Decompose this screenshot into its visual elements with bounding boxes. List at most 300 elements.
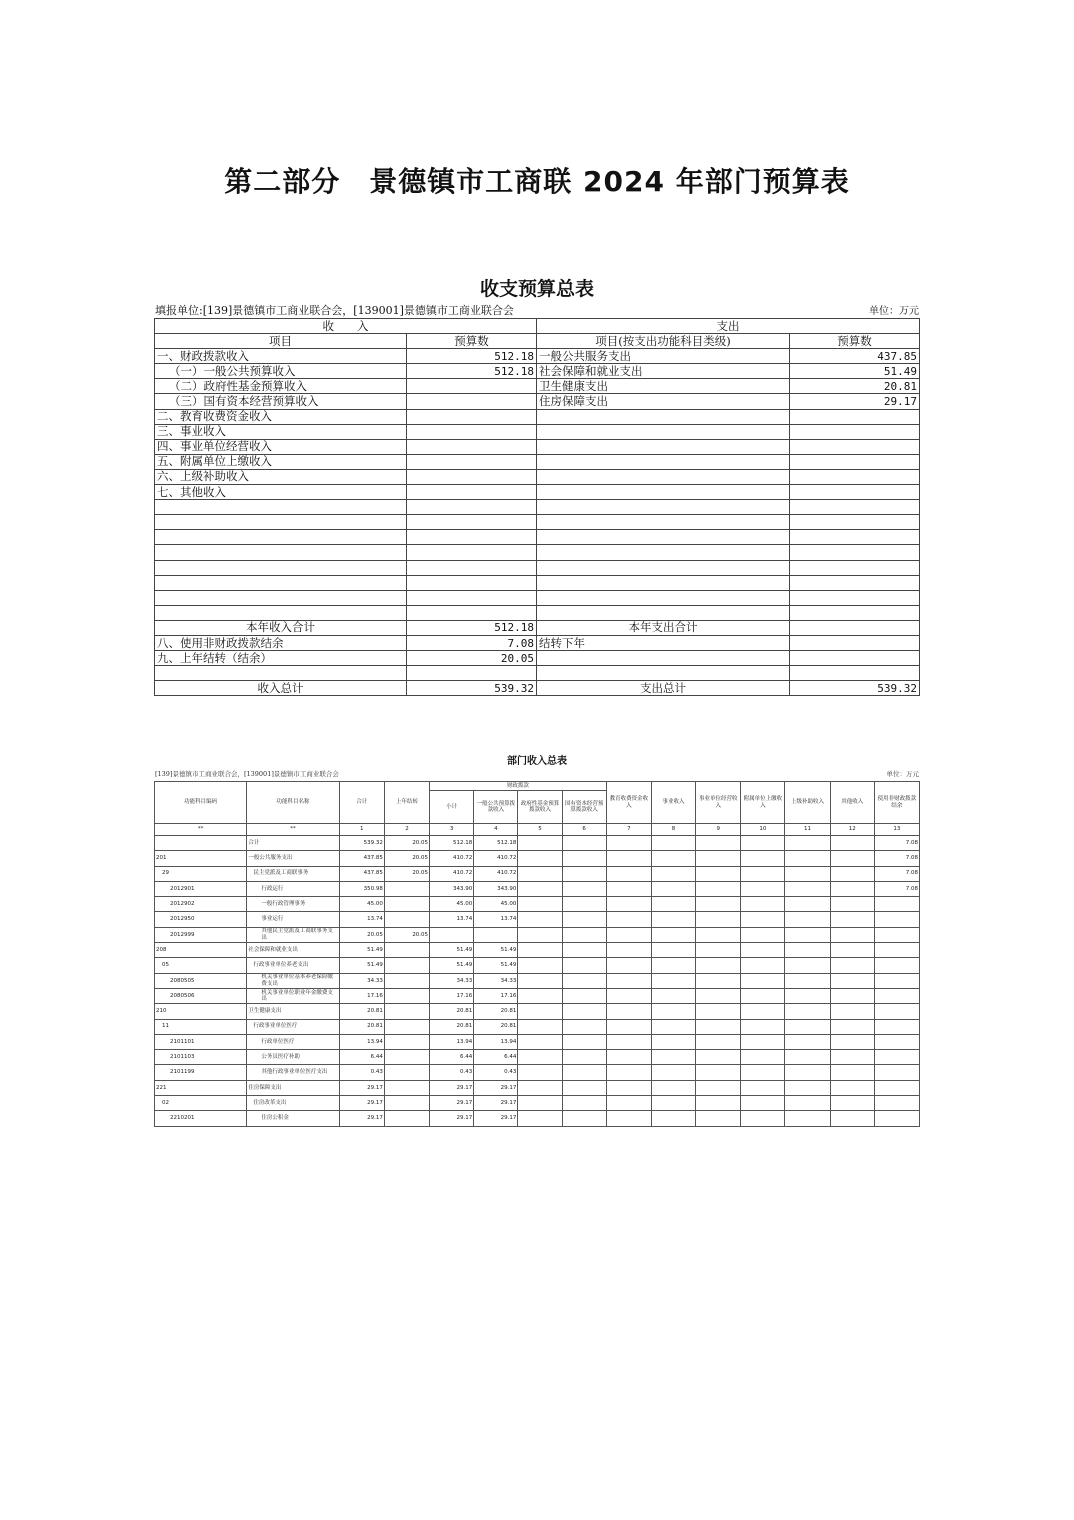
code-cell: 2101199 <box>155 1065 247 1080</box>
table-row <box>155 364 920 379</box>
carry-cell: 20.05 <box>384 927 429 942</box>
name-cell: 行政运行 <box>247 881 339 896</box>
code-cell: 29 <box>155 866 247 881</box>
total-cell: 20.81 <box>339 1004 384 1019</box>
total-cell: 437.85 <box>339 851 384 866</box>
income-amount-cell <box>407 530 537 545</box>
state-cell <box>562 866 606 881</box>
table-row <box>155 1004 920 1019</box>
name-cell: 机关事业单位基本养老保险缴费支出 <box>247 973 339 988</box>
general-cell: 17.16 <box>474 988 518 1003</box>
subtotal-cell <box>430 927 474 942</box>
state-cell <box>562 1111 606 1126</box>
general-cell: 45.00 <box>474 897 518 912</box>
income-item-cell: 一、财政拨款收入 <box>155 349 407 364</box>
income-amount-cell: 512.18 <box>407 364 537 379</box>
name-cell: 公务员医疗补助 <box>247 1050 339 1065</box>
income-item-cell <box>155 545 407 560</box>
edu-cell <box>606 881 651 896</box>
other-cell <box>830 1034 874 1049</box>
income-item-cell <box>155 530 407 545</box>
affiliate-cell <box>741 836 785 851</box>
table-row <box>155 1034 920 1049</box>
other-cell <box>830 1050 874 1065</box>
total-cell: 17.16 <box>339 988 384 1003</box>
income-item-cell <box>155 500 407 515</box>
general-cell: 343.90 <box>474 881 518 896</box>
name-cell: 住房公积金 <box>247 1111 339 1126</box>
fund-cell <box>518 881 562 896</box>
income-amount-cell <box>407 515 537 530</box>
superior-cell <box>785 1034 830 1049</box>
superior-cell <box>785 1019 830 1034</box>
superior-cell <box>785 851 830 866</box>
table-row <box>155 881 920 896</box>
income-item-cell: 收入总计 <box>155 681 407 696</box>
col-state-header: 国有资本经营预算拨款收入 <box>562 791 606 824</box>
income-amount-cell <box>407 424 537 439</box>
income-amount-cell <box>407 545 537 560</box>
operate-cell <box>696 973 741 988</box>
operate-cell <box>696 912 741 927</box>
affiliate-cell <box>741 1065 785 1080</box>
superior-cell <box>785 1111 830 1126</box>
table-row <box>155 943 920 958</box>
name-cell: 机关事业单位职业年金缴费支出 <box>247 988 339 1003</box>
total-cell: 20.05 <box>339 927 384 942</box>
other-cell <box>830 881 874 896</box>
general-cell: 20.81 <box>474 1004 518 1019</box>
index-cell: 9 <box>696 824 741 836</box>
fund-cell <box>518 958 562 973</box>
index-cell: 13 <box>874 824 919 836</box>
expense-amount-cell <box>790 424 920 439</box>
expense-item-cell <box>537 439 790 454</box>
affiliate-cell <box>741 866 785 881</box>
table-header-row <box>155 782 920 791</box>
other-cell <box>830 943 874 958</box>
total-cell: 13.94 <box>339 1034 384 1049</box>
nonfiscal-cell: 7.08 <box>874 836 919 851</box>
fund-cell <box>518 866 562 881</box>
general-cell: 29.17 <box>474 1111 518 1126</box>
state-cell <box>562 1004 606 1019</box>
state-cell <box>562 1065 606 1080</box>
dept-income-fill-unit: [139]景德镇市工商业联合会，[139001]景德镇市工商业联合会 <box>155 770 339 778</box>
nonfiscal-cell <box>874 973 919 988</box>
expense-item-cell: 支出总计 <box>537 681 790 696</box>
state-cell <box>562 1050 606 1065</box>
index-cell: ** <box>155 824 247 836</box>
superior-cell <box>785 958 830 973</box>
state-cell <box>562 1096 606 1111</box>
income-item-header: 项目 <box>155 334 407 349</box>
total-cell: 20.81 <box>339 1019 384 1034</box>
total-cell: 45.00 <box>339 897 384 912</box>
table-row <box>155 912 920 927</box>
fund-cell <box>518 1065 562 1080</box>
expense-amount-cell <box>790 590 920 605</box>
general-cell <box>474 927 518 942</box>
fund-cell <box>518 912 562 927</box>
state-cell <box>562 1034 606 1049</box>
operate-cell <box>696 881 741 896</box>
name-cell: 行政单位医疗 <box>247 1034 339 1049</box>
income-item-cell: 九、上年结转（结余） <box>155 651 407 666</box>
income-item-cell: （三）国有资本经营预算收入 <box>155 394 407 409</box>
expense-item-cell: 住房保障支出 <box>537 394 790 409</box>
affiliate-cell <box>741 1034 785 1049</box>
operate-cell <box>696 1111 741 1126</box>
table-row <box>155 973 920 988</box>
general-cell: 51.49 <box>474 943 518 958</box>
other-cell <box>830 1080 874 1095</box>
edu-cell <box>606 866 651 881</box>
col-edu-header: 教育收费资金收入 <box>606 782 651 824</box>
table-row <box>155 530 920 545</box>
carry-cell <box>384 1096 429 1111</box>
income-item-cell: （一）一般公共预算收入 <box>155 364 407 379</box>
business-cell <box>651 881 695 896</box>
general-cell: 51.49 <box>474 958 518 973</box>
table-row <box>155 439 920 454</box>
superior-cell <box>785 1065 830 1080</box>
name-cell: 社会保障和就业支出 <box>247 943 339 958</box>
code-cell: 2080505 <box>155 973 247 988</box>
name-cell: 其他行政事业单位医疗支出 <box>247 1065 339 1080</box>
fund-cell <box>518 1111 562 1126</box>
code-cell: 2101103 <box>155 1050 247 1065</box>
state-cell <box>562 912 606 927</box>
code-cell: 2012901 <box>155 881 247 896</box>
edu-cell <box>606 958 651 973</box>
general-cell: 410.72 <box>474 866 518 881</box>
subtotal-cell: 512.18 <box>430 836 474 851</box>
income-item-cell <box>155 560 407 575</box>
code-cell: 2012999 <box>155 927 247 942</box>
carry-cell <box>384 1019 429 1034</box>
business-cell <box>651 1004 695 1019</box>
operate-cell <box>696 897 741 912</box>
table-row <box>155 897 920 912</box>
fund-cell <box>518 988 562 1003</box>
subtotal-cell: 29.17 <box>430 1096 474 1111</box>
code-cell: 2012950 <box>155 912 247 927</box>
subtotal-cell: 51.49 <box>430 943 474 958</box>
index-cell: 4 <box>474 824 518 836</box>
operate-cell <box>696 1019 741 1034</box>
expense-item-cell <box>537 409 790 424</box>
nonfiscal-cell <box>874 1065 919 1080</box>
superior-cell <box>785 988 830 1003</box>
col-fund-header: 政府性基金预算拨款收入 <box>518 791 562 824</box>
operate-cell <box>696 1065 741 1080</box>
fund-cell <box>518 973 562 988</box>
affiliate-cell <box>741 1019 785 1034</box>
affiliate-cell <box>741 912 785 927</box>
table-row <box>155 409 920 424</box>
affiliate-cell <box>741 1050 785 1065</box>
table-row <box>155 988 920 1003</box>
index-cell: 6 <box>562 824 606 836</box>
fund-cell <box>518 927 562 942</box>
expense-item-cell <box>537 590 790 605</box>
carry-cell <box>384 912 429 927</box>
operate-cell <box>696 836 741 851</box>
table-row <box>155 681 920 696</box>
superior-cell <box>785 927 830 942</box>
subtotal-cell: 51.49 <box>430 958 474 973</box>
business-cell <box>651 1034 695 1049</box>
expense-amount-cell: 51.49 <box>790 364 920 379</box>
affiliate-cell <box>741 988 785 1003</box>
general-cell: 29.17 <box>474 1096 518 1111</box>
superior-cell <box>785 1004 830 1019</box>
business-cell <box>651 1019 695 1034</box>
business-cell <box>651 1096 695 1111</box>
edu-cell <box>606 1050 651 1065</box>
business-cell <box>651 958 695 973</box>
income-amount-cell <box>407 454 537 469</box>
operate-cell <box>696 958 741 973</box>
carry-cell: 20.05 <box>384 851 429 866</box>
business-cell <box>651 866 695 881</box>
nonfiscal-cell <box>874 927 919 942</box>
business-cell <box>651 912 695 927</box>
table-row <box>155 620 920 635</box>
name-cell: 合计 <box>247 836 339 851</box>
expense-item-cell: 卫生健康支出 <box>537 379 790 394</box>
fund-cell <box>518 851 562 866</box>
income-item-cell <box>155 666 407 681</box>
other-cell <box>830 912 874 927</box>
index-cell: 11 <box>785 824 830 836</box>
expense-amount-cell: 29.17 <box>790 394 920 409</box>
edu-cell <box>606 897 651 912</box>
carry-cell <box>384 973 429 988</box>
other-cell <box>830 1096 874 1111</box>
income-item-cell <box>155 590 407 605</box>
operate-cell <box>696 866 741 881</box>
subtotal-cell: 20.81 <box>430 1004 474 1019</box>
affiliate-cell <box>741 1096 785 1111</box>
fund-cell <box>518 1050 562 1065</box>
operate-cell <box>696 1004 741 1019</box>
nonfiscal-cell <box>874 1050 919 1065</box>
col-business-header: 事业收入 <box>651 782 695 824</box>
col-carry-header: 上年结转 <box>384 782 429 824</box>
general-cell: 512.18 <box>474 836 518 851</box>
col-affiliate-header: 附属单位上缴收入 <box>741 782 785 824</box>
expense-amount-cell <box>790 515 920 530</box>
business-cell <box>651 1080 695 1095</box>
name-cell: 一般公共服务支出 <box>247 851 339 866</box>
general-cell: 410.72 <box>474 851 518 866</box>
name-cell: 住房改革支出 <box>247 1096 339 1111</box>
affiliate-cell <box>741 943 785 958</box>
name-cell: 民主党派及工商联事务 <box>247 866 339 881</box>
expense-header: 支出 <box>537 319 920 334</box>
other-cell <box>830 958 874 973</box>
carry-cell <box>384 1004 429 1019</box>
expense-amount-cell <box>790 575 920 590</box>
subtotal-cell: 29.17 <box>430 1111 474 1126</box>
state-cell <box>562 881 606 896</box>
table-row <box>155 1096 920 1111</box>
nonfiscal-cell <box>874 1004 919 1019</box>
business-cell <box>651 1111 695 1126</box>
subtotal-cell: 29.17 <box>430 1080 474 1095</box>
affiliate-cell <box>741 1080 785 1095</box>
table-row <box>155 958 920 973</box>
table-row <box>155 1019 920 1034</box>
table-row <box>155 651 920 666</box>
expense-amount-cell <box>790 635 920 650</box>
income-amount-cell <box>407 590 537 605</box>
general-cell: 0.43 <box>474 1065 518 1080</box>
table-row <box>155 515 920 530</box>
state-cell <box>562 1080 606 1095</box>
subtotal-cell: 343.90 <box>430 881 474 896</box>
income-item-cell: 七、其他收入 <box>155 485 407 500</box>
table-header-row <box>155 319 920 334</box>
index-cell: 1 <box>339 824 384 836</box>
income-amount-cell <box>407 485 537 500</box>
expense-amount-cell: 437.85 <box>790 349 920 364</box>
col-superior-header: 上级补助收入 <box>785 782 830 824</box>
state-cell <box>562 851 606 866</box>
expense-item-cell: 一般公共服务支出 <box>537 349 790 364</box>
edu-cell <box>606 1080 651 1095</box>
col-operate-header: 事业单位经营收入 <box>696 782 741 824</box>
total-cell: 539.32 <box>339 836 384 851</box>
total-cell: 29.17 <box>339 1111 384 1126</box>
affiliate-cell <box>741 958 785 973</box>
affiliate-cell <box>741 881 785 896</box>
dept-income-title: 部门收入总表 <box>507 756 567 767</box>
name-cell: 行政事业单位养老支出 <box>247 958 339 973</box>
carry-cell <box>384 1080 429 1095</box>
income-item-cell: 六、上级补助收入 <box>155 469 407 484</box>
name-cell: 一般行政管理事务 <box>247 897 339 912</box>
nonfiscal-cell <box>874 1080 919 1095</box>
table-row <box>155 485 920 500</box>
nonfiscal-cell: 7.08 <box>874 881 919 896</box>
code-cell: 02 <box>155 1096 247 1111</box>
edu-cell <box>606 927 651 942</box>
table-row <box>155 635 920 650</box>
expense-item-cell <box>537 469 790 484</box>
general-cell: 6.44 <box>474 1050 518 1065</box>
income-amount-cell: 539.32 <box>407 681 537 696</box>
state-cell <box>562 943 606 958</box>
table-row <box>155 500 920 515</box>
expense-amount-cell: 539.32 <box>790 681 920 696</box>
other-cell <box>830 988 874 1003</box>
col-general-header: 一般公共预算拨款收入 <box>474 791 518 824</box>
nonfiscal-cell <box>874 1019 919 1034</box>
carry-cell <box>384 1034 429 1049</box>
code-cell: 208 <box>155 943 247 958</box>
expense-item-cell <box>537 424 790 439</box>
edu-cell <box>606 1111 651 1126</box>
operate-cell <box>696 1096 741 1111</box>
index-cell: 3 <box>430 824 474 836</box>
subtotal-cell: 13.94 <box>430 1034 474 1049</box>
other-cell <box>830 1004 874 1019</box>
code-cell: 2210201 <box>155 1111 247 1126</box>
other-cell <box>830 1065 874 1080</box>
edu-cell <box>606 988 651 1003</box>
fund-cell <box>518 1004 562 1019</box>
expense-amount-cell <box>790 469 920 484</box>
code-cell: 2012902 <box>155 897 247 912</box>
fund-cell <box>518 897 562 912</box>
affiliate-cell <box>741 1111 785 1126</box>
income-item-cell: 五、附属单位上缴收入 <box>155 454 407 469</box>
table-row <box>155 851 920 866</box>
budget-summary-unit: 单位：万元 <box>869 306 919 317</box>
expense-item-cell <box>537 605 790 620</box>
budget-summary-fill-unit: 填报单位:[139]景德镇市工商业联合会，[139001]景德镇市工商业联合会 <box>155 304 514 317</box>
expense-amount-cell <box>790 409 920 424</box>
fund-cell <box>518 1034 562 1049</box>
income-amount-cell <box>407 439 537 454</box>
table-index-row <box>155 824 920 836</box>
col-name-header: 功能科目名称 <box>247 782 339 824</box>
income-amount-cell <box>407 666 537 681</box>
income-item-cell: 三、事业收入 <box>155 424 407 439</box>
business-cell <box>651 897 695 912</box>
expense-item-cell <box>537 575 790 590</box>
operate-cell <box>696 988 741 1003</box>
business-cell <box>651 851 695 866</box>
state-cell <box>562 1019 606 1034</box>
operate-cell <box>696 1034 741 1049</box>
name-cell: 行政事业单位医疗 <box>247 1019 339 1034</box>
income-amount-cell <box>407 409 537 424</box>
business-cell <box>651 1050 695 1065</box>
edu-cell <box>606 973 651 988</box>
carry-cell <box>384 897 429 912</box>
table-row <box>155 605 920 620</box>
expense-amount-header: 预算数 <box>790 334 920 349</box>
col-nonfiscal-header: 使用非财政拨款结余 <box>874 782 919 824</box>
operate-cell <box>696 927 741 942</box>
expense-amount-cell <box>790 500 920 515</box>
edu-cell <box>606 1096 651 1111</box>
total-cell: 6.44 <box>339 1050 384 1065</box>
income-item-cell <box>155 515 407 530</box>
income-amount-cell <box>407 560 537 575</box>
table-subheader-row <box>155 334 920 349</box>
expense-item-cell <box>537 560 790 575</box>
subtotal-cell: 45.00 <box>430 897 474 912</box>
edu-cell <box>606 1019 651 1034</box>
income-amount-cell <box>407 575 537 590</box>
table-row <box>155 1080 920 1095</box>
nonfiscal-cell <box>874 958 919 973</box>
operate-cell <box>696 851 741 866</box>
index-cell: 7 <box>606 824 651 836</box>
income-amount-cell <box>407 500 537 515</box>
nonfiscal-cell <box>874 943 919 958</box>
total-cell: 34.33 <box>339 973 384 988</box>
total-cell: 29.17 <box>339 1096 384 1111</box>
total-cell: 350.98 <box>339 881 384 896</box>
income-amount-cell: 20.05 <box>407 651 537 666</box>
expense-amount-cell <box>790 439 920 454</box>
